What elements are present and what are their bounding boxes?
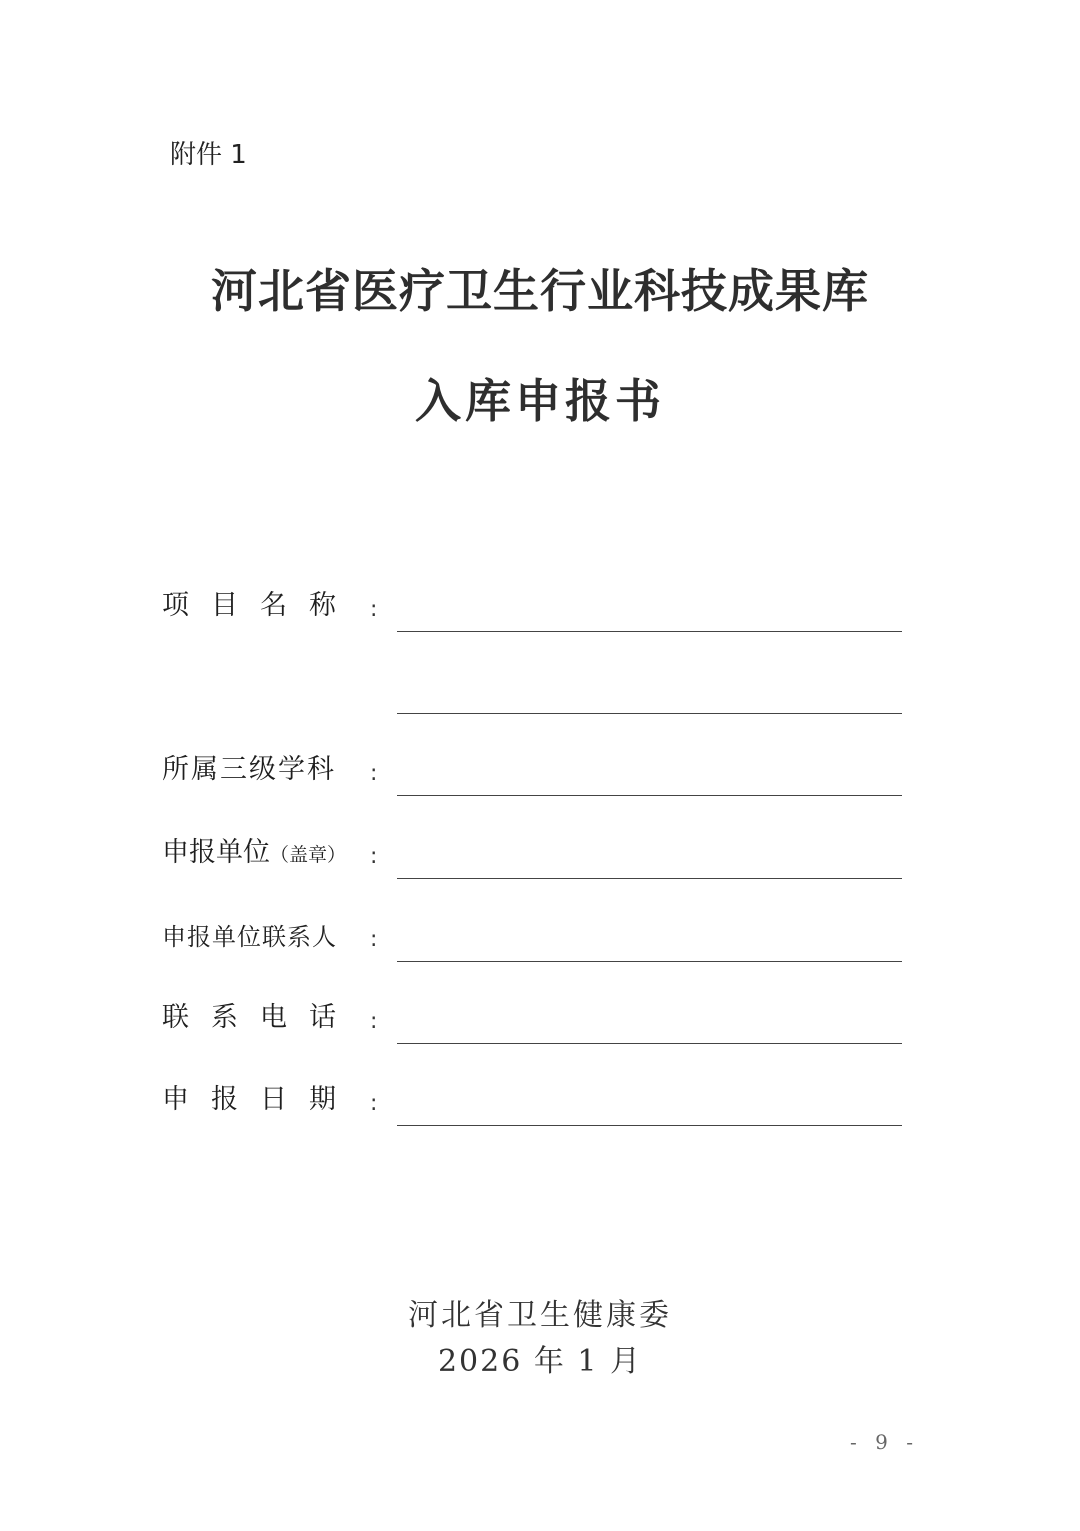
field-label-project-name: 项目名称: [162, 590, 358, 621]
field-apply-date: [162, 1084, 902, 1128]
field-label-unit-contact: 申报单位联系人: [162, 923, 337, 951]
issuer-name: 河北省卫生健康委: [408, 1298, 672, 1333]
page-number: - 9 -: [850, 1430, 919, 1454]
field-label-phone: 联系电话: [162, 1002, 358, 1033]
field-colon: :: [370, 1009, 378, 1034]
applicant-unit-line[interactable]: [397, 878, 902, 879]
issue-date: 2026 年 1 月: [437, 1344, 643, 1379]
field-colon: :: [370, 597, 378, 622]
field-discipline: [162, 754, 902, 798]
field-project-name: [162, 590, 902, 634]
attachment-label: 附件 1: [170, 140, 247, 170]
field-project-name-continued: [162, 672, 902, 716]
field-colon: :: [370, 761, 378, 786]
field-colon: :: [370, 844, 378, 869]
title-line-1: 河北省医疗卫生行业科技成果库: [211, 264, 869, 318]
field-label-discipline: 所属三级学科: [162, 754, 336, 785]
field-label-applicant-unit: [162, 830, 346, 869]
field-applicant-unit: [162, 837, 902, 881]
unit-contact-line[interactable]: [397, 961, 902, 962]
project-name-line-2[interactable]: [397, 713, 902, 714]
applicant-unit-label-text: 申报单位: [162, 837, 270, 868]
title-line-2: 入库申报书: [415, 374, 665, 428]
field-label-apply-date: 申报日期: [162, 1084, 358, 1115]
field-unit-contact: [162, 920, 902, 964]
field-phone: [162, 1002, 902, 1046]
project-name-line-1[interactable]: [397, 631, 902, 632]
field-colon: :: [370, 1091, 378, 1116]
seal-note: （盖章）: [270, 844, 347, 866]
discipline-line[interactable]: [397, 795, 902, 796]
apply-date-line[interactable]: [397, 1125, 902, 1126]
field-colon: :: [370, 927, 378, 952]
phone-line[interactable]: [397, 1043, 902, 1044]
